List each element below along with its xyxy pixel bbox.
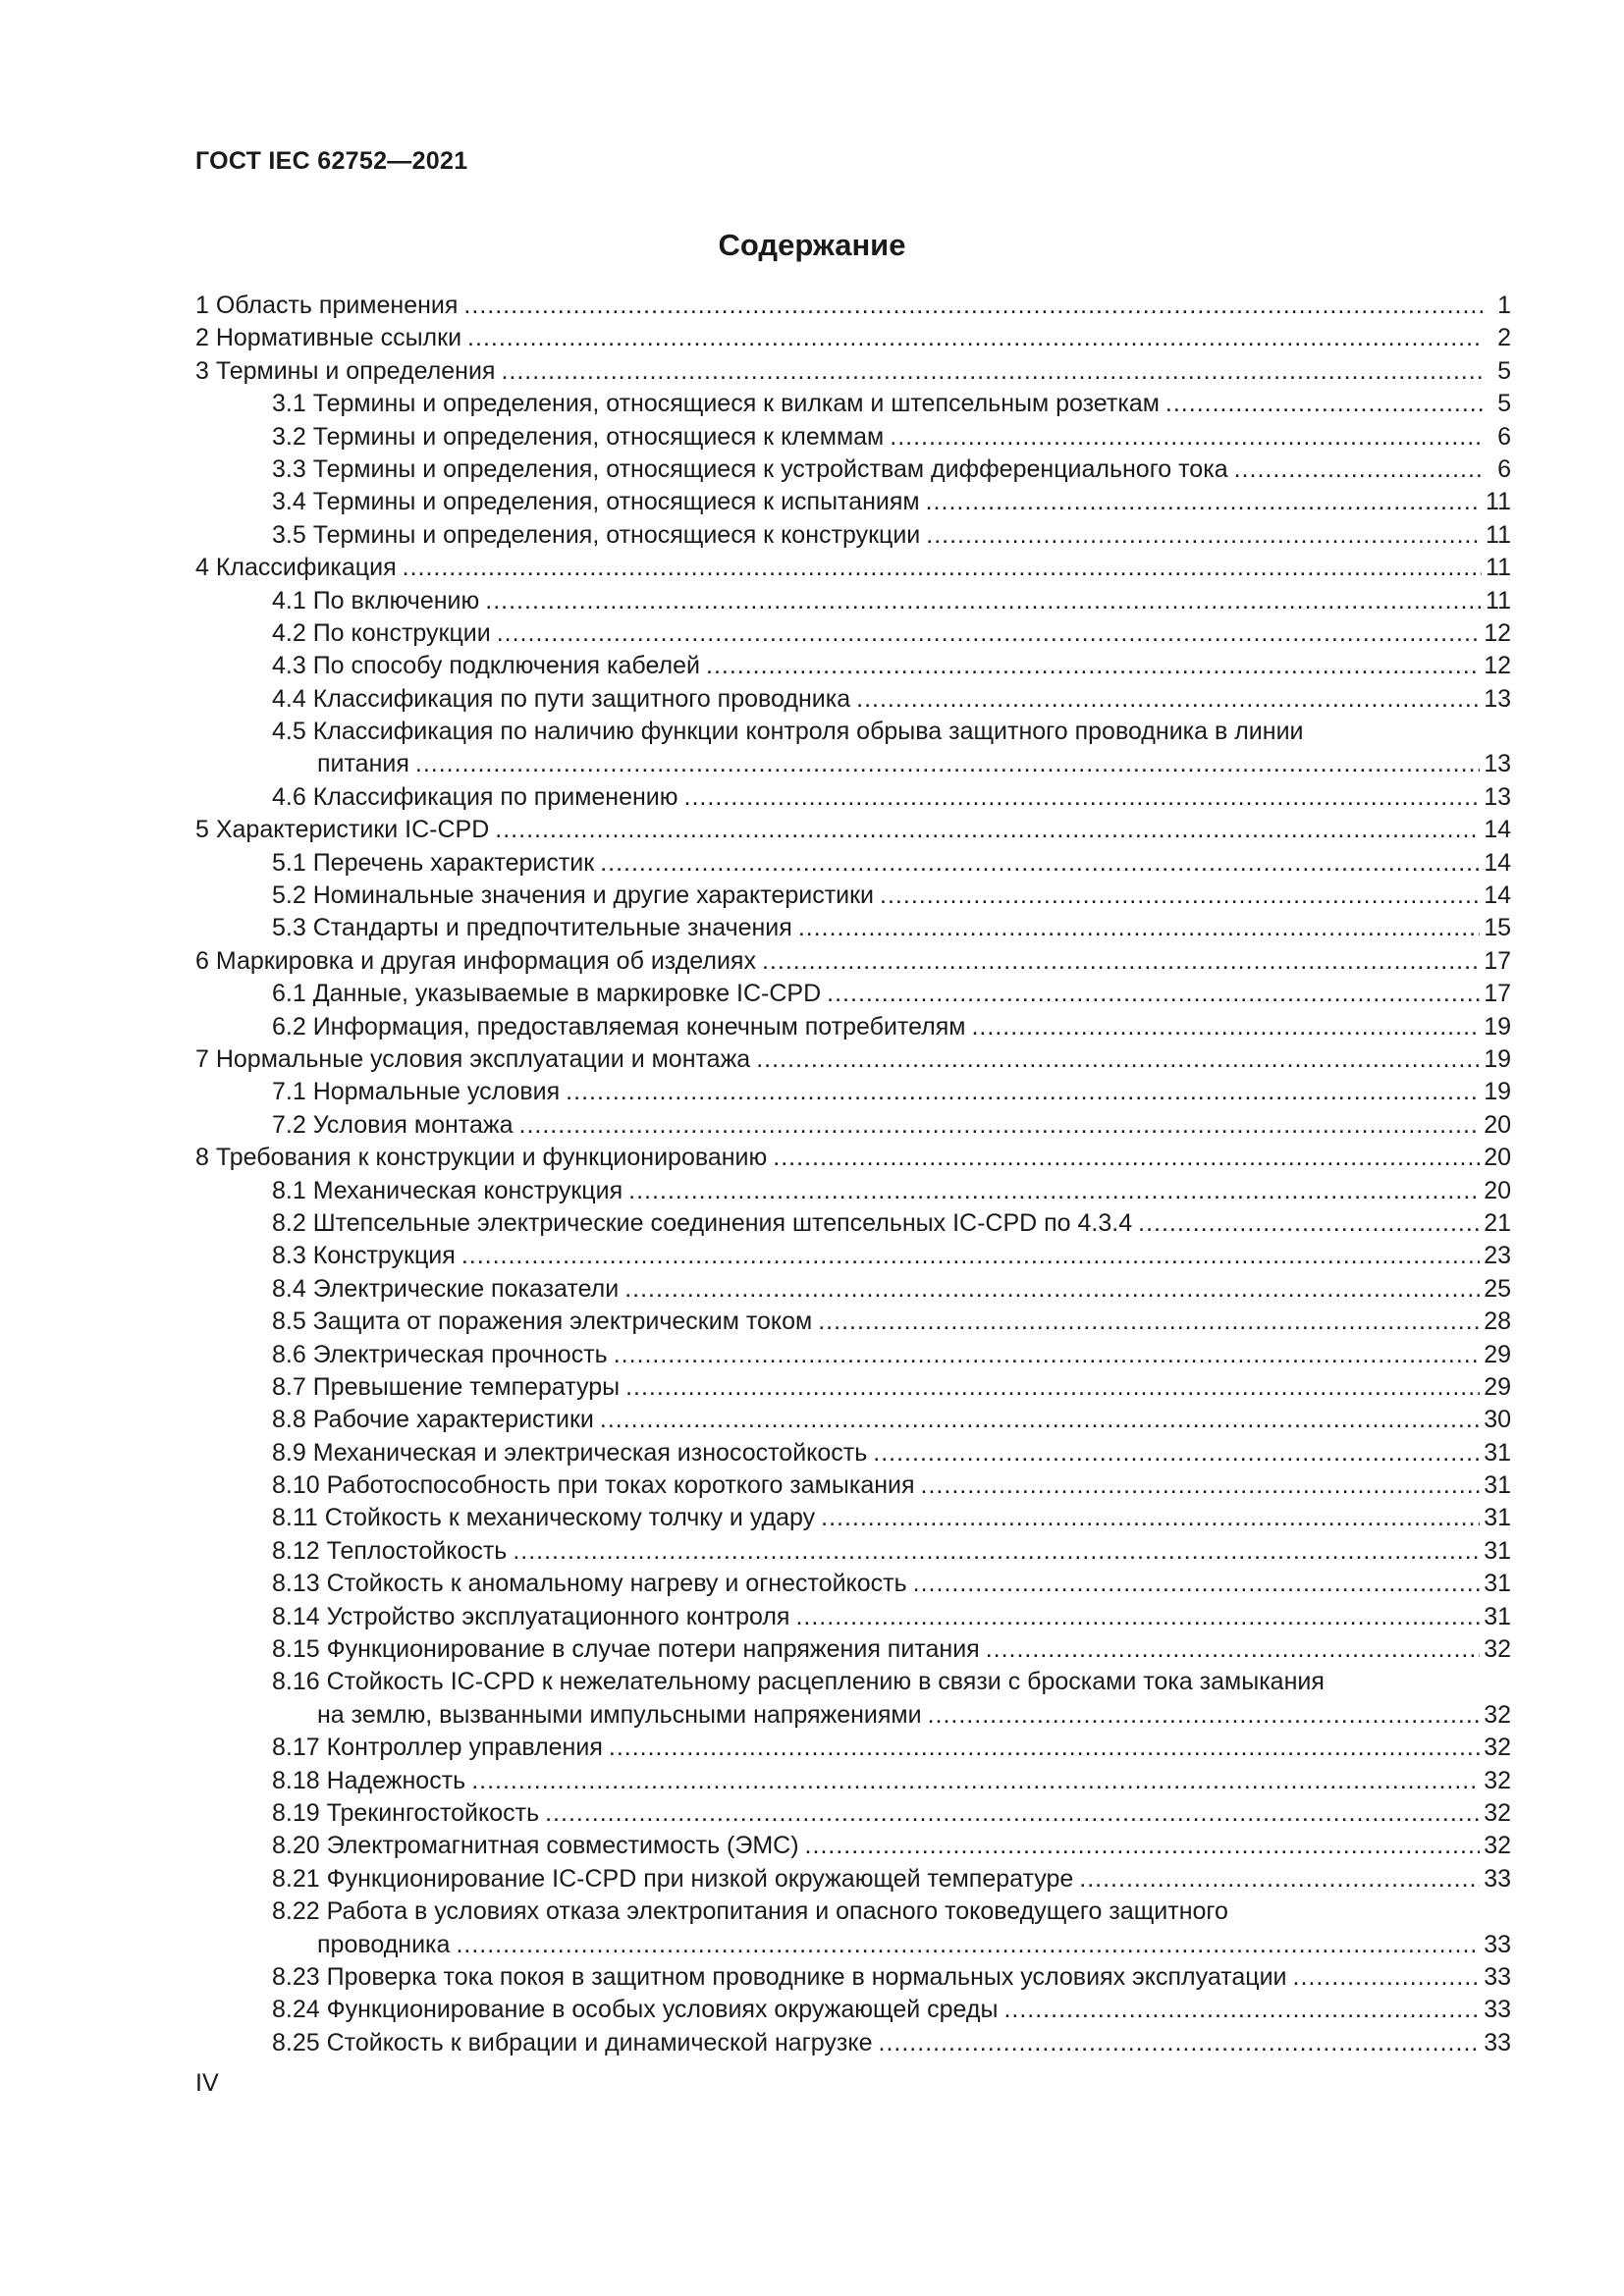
toc-entry-text: 8.18 Надежность [272,1766,466,1794]
toc-entry[interactable] [195,1633,1511,1666]
toc-entry-page: 19 [1484,1078,1511,1106]
toc-entry-text: 4.1 По включению [272,586,480,614]
dot-leader [873,1437,1480,1469]
dot-leader [795,1601,1480,1633]
toc-entry-page: 31 [1484,1602,1511,1630]
toc-title: Содержание [718,228,906,262]
dot-leader [485,585,1482,617]
dot-leader [926,519,1482,552]
dot-leader [566,1076,1480,1108]
toc-entry-text: 8.3 Конструкция [272,1242,456,1270]
toc-entry[interactable] [195,847,1511,880]
toc-entry-page: 14 [1484,881,1511,910]
dot-leader [805,1830,1481,1862]
toc-entry-page: 21 [1484,1208,1511,1237]
toc-entry-text: 8.9 Механическая и электрическая износостойкость [272,1438,868,1467]
toc-entry[interactable] [195,617,1511,650]
toc-entry[interactable] [195,1371,1511,1404]
toc-entry-page: 31 [1484,1438,1511,1467]
toc-entry-text: 3.4 Термины и определения, относящиеся к испытаниям [272,488,920,516]
toc-entry-text: 8.14 Устройство эксплуатационного контроля [272,1602,790,1630]
dot-leader [467,322,1484,354]
dot-leader [762,945,1480,978]
toc-entry-text: 8.11 Стойкость к механическому толчку и удару [272,1504,816,1532]
toc-entry[interactable] [195,421,1511,454]
toc-entry-text: 6.1 Данные, указываемые в маркировке IC-CPD [272,980,822,1008]
dot-leader [600,847,1480,880]
table-of-contents [195,290,1511,2059]
dot-leader [1293,1961,1481,1994]
dot-leader [600,1404,1480,1436]
dot-leader [463,290,1484,322]
toc-entry-page: 32 [1484,1700,1511,1729]
toc-entry-text: 8.4 Электрические показатели [272,1274,620,1303]
toc-entry-text: 7.1 Нормальные условия [272,1078,561,1106]
toc-entry-page: 31 [1484,1471,1511,1500]
toc-entry-text: 2 Нормативные ссылки [195,324,462,352]
dot-leader [971,1011,1480,1043]
toc-entry[interactable] [195,1765,1511,1797]
toc-entry[interactable] [195,1469,1511,1502]
toc-entry[interactable] [195,1076,1511,1108]
toc-entry-text: 7.2 Условия монтажа [272,1110,514,1139]
toc-entry[interactable] [195,1437,1511,1469]
dot-leader [609,1732,1480,1764]
toc-entry-page: 28 [1484,1308,1511,1336]
toc-entry-text-continued: проводника [317,1930,451,1958]
toc-entry-text: 4.5 Классификация по наличию функции контроля обрыва защитного проводника в линии [272,718,1304,746]
dot-leader [628,1175,1480,1207]
toc-entry-page: 11 [1486,586,1511,614]
dot-leader [827,978,1480,1010]
dot-leader [1165,388,1484,420]
toc-entry-page: 20 [1484,1176,1511,1204]
toc-entry[interactable] [195,1961,1511,1994]
dot-leader [880,880,1480,912]
toc-entry-page: 14 [1484,848,1511,877]
toc-entry[interactable] [195,1339,1511,1371]
toc-entry-text: 5.1 Перечень характеристик [272,848,595,877]
toc-entry[interactable] [195,1797,1511,1830]
dot-leader [1003,1994,1480,2026]
toc-entry[interactable] [195,716,1511,781]
toc-entry-text: 8.6 Электрическая прочность [272,1340,608,1368]
toc-entry[interactable] [195,1568,1511,1600]
toc-entry-text: 8.1 Механическая конструкция [272,1176,623,1204]
toc-entry-text: 8.20 Электромагнитная совместимость (ЭМС) [272,1832,799,1860]
toc-entry[interactable] [195,519,1511,552]
toc-entry[interactable] [195,1207,1511,1240]
dot-leader [921,1469,1481,1502]
toc-entry-page: 31 [1484,1570,1511,1598]
toc-entry[interactable] [195,1175,1511,1207]
toc-entry-text: 8.12 Теплостойкость [272,1536,508,1565]
toc-entry-text: 1 Область применения [195,292,459,319]
dot-leader [456,1929,1480,1961]
toc-entry-text: 8.25 Стойкость к вибрации и динамической нагрузке [272,2028,873,2056]
dot-leader [403,552,1482,584]
toc-entry-text-continued: питания [317,750,409,778]
toc-entry-text: 4.6 Классификация по применению [272,782,678,811]
toc-entry[interactable] [195,1142,1511,1174]
toc-entry-page: 11 [1486,554,1511,582]
toc-entry-text: 7 Нормальные условия эксплуатации и монтажа [195,1045,751,1073]
toc-entry[interactable] [195,814,1511,846]
toc-entry[interactable] [195,1535,1511,1568]
dot-leader [495,814,1480,846]
toc-entry-page: 33 [1484,2028,1511,2056]
toc-entry[interactable] [195,650,1511,682]
toc-entry-page: 23 [1484,1242,1511,1270]
toc-entry-page: 30 [1484,1406,1511,1434]
toc-entry-page: 5 [1497,356,1511,385]
toc-entry[interactable] [195,1043,1511,1076]
toc-entry-page: 1 [1497,292,1511,319]
toc-entry[interactable] [195,1666,1511,1732]
toc-entry-text: 8.21 Функционирование IC-CPD при низкой окружающей температуре [272,1864,1074,1893]
toc-entry-text: 8.23 Проверка тока покоя в защитном проводнике в нормальных условиях эксплуатации [272,1962,1287,1991]
toc-entry-page: 15 [1484,914,1511,942]
toc-entry-page: 29 [1484,1340,1511,1368]
dot-leader [625,1371,1480,1404]
toc-entry-text: 8.15 Функционирование в случае потери напряжения питания [272,1635,980,1664]
toc-entry-text: 8.24 Функционирование в особых условиях окружающей среды [272,1996,999,2024]
dot-leader [624,1273,1480,1306]
toc-entry-page: 13 [1484,684,1511,713]
toc-entry[interactable] [195,1994,1511,2026]
toc-entry[interactable] [195,1830,1511,1862]
toc-entry-page: 13 [1484,782,1511,811]
dot-leader [926,486,1482,518]
dot-leader [684,781,1481,814]
toc-entry[interactable] [195,1732,1511,1764]
toc-entry-text: 3.1 Термины и определения, относящиеся к вилкам и штепсельным розеткам [272,390,1160,418]
toc-entry-page: 25 [1484,1274,1511,1303]
toc-entry-text: 8 Требования к конструкции и функционированию [195,1144,768,1172]
toc-entry-page: 12 [1484,618,1511,647]
toc-entry-page: 31 [1484,1504,1511,1532]
toc-entry[interactable] [195,1502,1511,1534]
dot-leader [1234,454,1484,486]
dot-leader [706,650,1480,682]
toc-entry-page: 5 [1497,390,1511,418]
dot-leader [471,1765,1480,1797]
dot-leader [890,421,1484,454]
toc-entry-page: 20 [1484,1110,1511,1139]
dot-leader [986,1633,1480,1666]
toc-entry[interactable] [195,552,1511,584]
toc-entry[interactable] [195,1863,1511,1896]
toc-entry-page: 13 [1484,750,1511,778]
toc-entry[interactable] [195,880,1511,912]
toc-entry-text: 4.2 По конструкции [272,618,491,647]
toc-entry[interactable] [195,1306,1511,1338]
toc-entry-text: 3.3 Термины и определения, относящиеся к устройствам дифференциального тока [272,454,1228,483]
toc-entry-page: 32 [1484,1734,1511,1762]
toc-entry[interactable] [195,1896,1511,1961]
toc-entry[interactable] [195,781,1511,814]
toc-entry-text: 8.10 Работоспособность при токах короткого замыкания [272,1471,915,1500]
toc-entry-text: 8.22 Работа в условиях отказа электропитания и опасного токоведущего защитного [272,1897,1228,1926]
dot-leader [614,1339,1481,1371]
toc-entry-text: 4.3 По способу подключения кабелей [272,652,700,680]
toc-entry-page: 19 [1484,1045,1511,1073]
toc-entry-page: 20 [1484,1144,1511,1172]
toc-entry-page: 33 [1484,1930,1511,1958]
toc-entry-text: 4 Классификация [195,554,397,582]
toc-entry-page: 14 [1484,816,1511,844]
toc-entry-text: 5 Характеристики IC-CPD [195,816,490,844]
toc-entry-page: 31 [1484,1536,1511,1565]
toc-entry[interactable] [195,1011,1511,1043]
page-number: IV [195,2069,219,2097]
toc-entry-page: 19 [1484,1012,1511,1041]
dot-leader [928,1699,1481,1732]
toc-entry-page: 32 [1484,1766,1511,1794]
toc-entry-text: 8.13 Стойкость к аномальному нагреву и огнестойкость [272,1570,907,1598]
toc-entry[interactable] [195,1404,1511,1436]
dot-leader [773,1142,1480,1174]
toc-entry-page: 33 [1484,1996,1511,2024]
toc-entry-page: 33 [1484,1864,1511,1893]
toc-entry[interactable] [195,1240,1511,1272]
toc-entry[interactable] [195,290,1511,322]
toc-entry[interactable] [195,585,1511,617]
toc-entry-text: 8.7 Превышение температуры [272,1372,621,1401]
dot-leader [821,1502,1480,1534]
toc-entry-page: 33 [1484,1962,1511,1991]
dot-leader [1079,1863,1480,1896]
toc-entry-text: 8.2 Штепсельные электрические соединения штепсельных IC-CPD по 4.3.4 [272,1208,1133,1237]
toc-entry-page: 17 [1484,980,1511,1008]
toc-entry[interactable] [195,1273,1511,1306]
toc-entry-text: 8.16 Стойкость IC-CPD к нежелательному расцеплению в связи с бросками тока замыкания [272,1668,1325,1696]
toc-entry-text: 3.2 Термины и определения, относящиеся к клеммам [272,422,885,451]
toc-entry-text: 8.8 Рабочие характеристики [272,1406,594,1434]
toc-entry[interactable] [195,388,1511,420]
dot-leader [879,2027,1481,2059]
toc-entry[interactable] [195,978,1511,1010]
toc-entry-text: 6.2 Информация, предоставляемая конечным потребителям [272,1012,966,1041]
toc-entry[interactable] [195,1109,1511,1142]
toc-entry-page: 2 [1497,324,1511,352]
toc-entry[interactable] [195,683,1511,716]
dot-leader [913,1568,1481,1600]
toc-entry[interactable] [195,454,1511,486]
toc-entry-page: 12 [1484,652,1511,680]
document-code: ГОСТ IEC 62752—2021 [195,147,468,175]
toc-entry-page: 11 [1486,520,1511,549]
toc-entry-page: 29 [1484,1372,1511,1401]
toc-entry-page: 6 [1497,454,1511,483]
dot-leader [415,748,1480,780]
dot-leader [461,1240,1480,1272]
dot-leader [545,1797,1480,1830]
dot-leader [798,912,1480,944]
dot-leader [497,617,1480,650]
toc-entry[interactable] [195,2027,1511,2059]
toc-entry-text: 8.17 Контроллер управления [272,1734,603,1762]
toc-entry[interactable] [195,486,1511,518]
toc-entry-page: 32 [1484,1635,1511,1664]
dot-leader [756,1043,1480,1076]
toc-entry[interactable] [195,1601,1511,1633]
toc-entry-page: 32 [1484,1799,1511,1827]
toc-entry-page: 17 [1484,946,1511,975]
toc-entry-text: 3.5 Термины и определения, относящиеся к конструкции [272,520,921,549]
toc-entry-text: 6 Маркировка и другая информация об изделиях [195,946,756,975]
toc-entry[interactable] [195,945,1511,978]
dot-leader [519,1109,1481,1142]
dot-leader [1138,1207,1480,1240]
toc-entry-page: 11 [1486,488,1511,516]
dot-leader [513,1535,1480,1568]
dot-leader [856,683,1480,716]
toc-entry-page: 32 [1484,1832,1511,1860]
toc-entry[interactable] [195,322,1511,354]
toc-entry-text: 5.2 Номинальные значения и другие характеристики [272,881,875,910]
toc-entry[interactable] [195,355,1511,388]
toc-entry-text: 5.3 Стандарты и предпочтительные значения [272,914,792,942]
toc-entry-page: 6 [1497,422,1511,451]
dot-leader [501,355,1484,388]
dot-leader [818,1306,1480,1338]
toc-entry[interactable] [195,912,1511,944]
toc-entry-text: 8.5 Защита от поражения электрическим током [272,1308,813,1336]
toc-entry-text: 8.19 Трекингостойкость [272,1799,540,1827]
toc-entry-text: 4.4 Классификация по пути защитного проводника [272,684,851,713]
toc-entry-text: 3 Термины и определения [195,356,496,385]
toc-entry-text-continued: на землю, вызванными импульсными напряжениями [317,1700,922,1729]
